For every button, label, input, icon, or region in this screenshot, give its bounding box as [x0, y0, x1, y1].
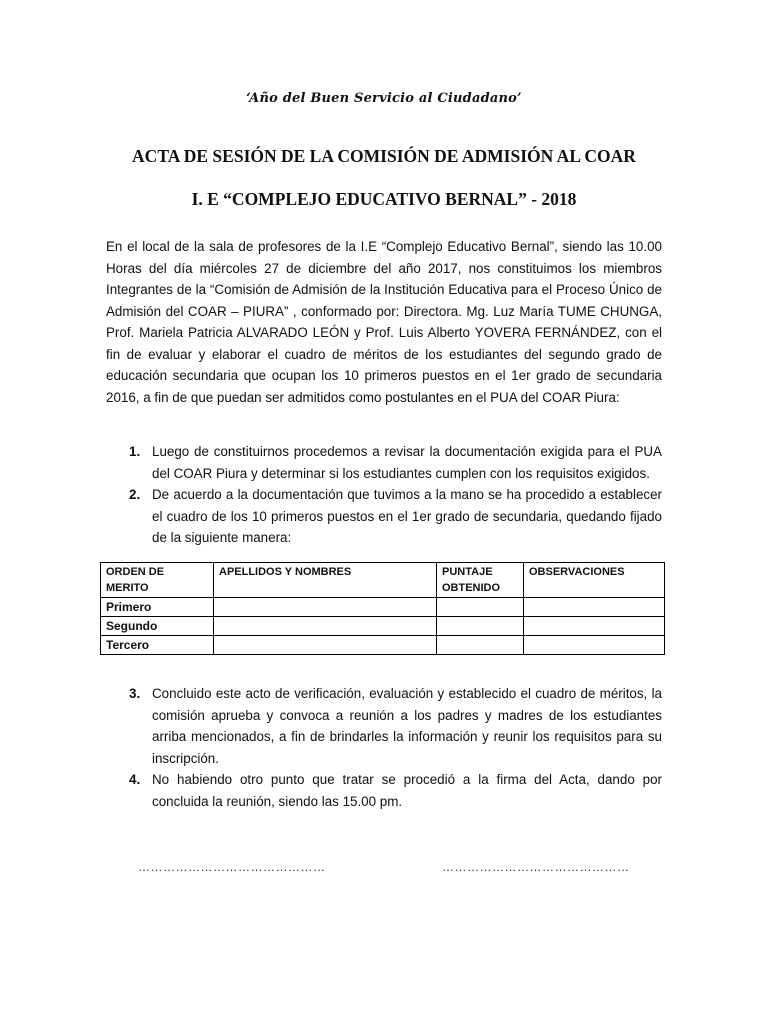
table-cell [214, 617, 437, 636]
list-item-number: 1. [129, 444, 141, 459]
list-item-number: 4. [129, 772, 141, 787]
list-item [106, 484, 662, 549]
list-item-text: Luego de constituirnos procedemos a revisar la documentación exigida para el PUA del COAR Piura y determinar si los estudiantes cumplen con los requisitos exigidos. [152, 444, 662, 481]
table-row [101, 636, 665, 655]
numbered-list-part2 [106, 683, 662, 812]
numbered-list-part1 [106, 441, 662, 549]
table-row [101, 617, 665, 636]
column-header: ORDEN DE MERITO [101, 563, 214, 598]
column-header: OBSERVACIONES [524, 563, 665, 598]
table-cell: Tercero [101, 636, 214, 655]
list-item [106, 769, 662, 812]
motto-heading: ‘Año del Buen Servicio al Ciudadano’ [246, 91, 522, 106]
table-cell [214, 636, 437, 655]
table-row [101, 598, 665, 617]
table-cell [524, 636, 665, 655]
list-item [106, 683, 662, 769]
table-cell [524, 598, 665, 617]
document-title: ACTA DE SESIÓN DE LA COMISIÓN DE ADMISIÓN AL COAR [132, 146, 636, 166]
signature-line-left: ……………………………………… [138, 860, 326, 874]
list-item-text: No habiendo otro punto que tratar se procedió a la firma del Acta, dando por concluida la reunión, siendo las 15.00 pm. [152, 772, 662, 809]
table-cell [524, 617, 665, 636]
merit-table [100, 562, 665, 655]
intro-paragraph: En el local de la sala de profesores de la I.E “Complejo Educativo Bernal”, siendo las 10.00 Horas del día miércoles 27 de diciembre del año 2017, nos constituimos los miembros Integrantes de la “Comisión de Admisión de la Institución Educativa para el Proceso Único de Admisión del COAR – PIURA” , conformado por: Directora. Mg. Luz María TUME CHUNGA, Prof. Mariela Patricia ALVARADO LEÓN y Prof. Luis Alberto YOVERA FERNÁNDEZ, con el fin de evaluar y elaborar el cuadro de méritos de los estudiantes del segundo grado de educación secundaria que ocupan los 10 primeros puestos en el 1er grado de secundaria 2016, a fin de que puedan ser admitidos como postulantes en el PUA del COAR Piura: [106, 239, 662, 405]
column-header: PUNTAJE OBTENIDO [437, 563, 524, 598]
table-cell [214, 598, 437, 617]
list-item-number: 3. [129, 686, 141, 701]
list-item-number: 2. [129, 487, 141, 502]
signature-line-right: ……………………………………… [442, 860, 630, 874]
column-header: APELLIDOS Y NOMBRES [214, 563, 437, 598]
list-item [106, 441, 662, 484]
table-header-row [101, 563, 665, 598]
table-cell: Primero [101, 598, 214, 617]
table-cell: Segundo [101, 617, 214, 636]
table-cell [437, 617, 524, 636]
list-item-text: De acuerdo a la documentación que tuvimos a la mano se ha procedido a establecer el cuadro de los 10 primeros puestos en el 1er grado de secundaria, quedando fijado de la siguiente manera: [152, 487, 662, 545]
table-cell [437, 598, 524, 617]
list-item-text: Concluido este acto de verificación, evaluación y establecido el cuadro de méritos, la comisión aprueba y convoca a reunión a los padres y madres de los estudiantes arriba mencionados, a fin de brindarles la información y reunir los requisitos para su inscripción. [152, 686, 662, 766]
table-cell [437, 636, 524, 655]
document-subtitle: I. E “COMPLEJO EDUCATIVO BERNAL” - 2018 [191, 189, 577, 209]
